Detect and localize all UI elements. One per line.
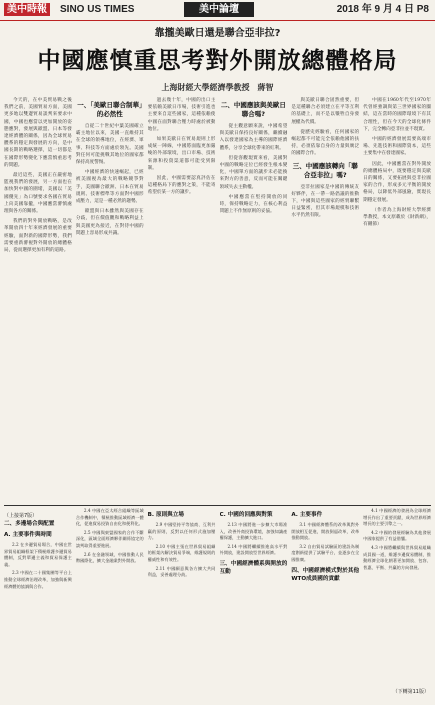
paragraph: 從歷史經驗看，任何國家的崛起都不可能完全依賴他國的扶持，必須依靠自身的力量與廣泛的國際合作。 <box>291 129 360 157</box>
paragraph: 因此，中國需要認真評估在這種格局下的應對之策，不能寄希望於某一方的讓步。 <box>147 176 216 196</box>
paragraph: 亞非拉國家是中國的傳統友好夥伴，在一帶一路倡議的推動下，中國與這些國家的經貿聯繫日益緊密，但其市場規模和技術水平仍然有限。 <box>291 184 360 219</box>
paragraph: 2.13 中國將進一步擴大市場准入，改善外商投資環境，加強知識產權保護，主動擴大進口。 <box>219 522 288 541</box>
text-column <box>148 508 216 696</box>
paragraph: 3.2 自由貿易試驗區的建設為制度創新提供了試驗平台，並逐步在全國推廣。 <box>291 543 360 562</box>
article-headline: 中國應慎重思考對外開放總體格局 <box>37 48 398 74</box>
text-column <box>76 97 144 502</box>
issue-date-page: 2018 年 9 月 4 日 P8 <box>336 4 429 15</box>
paragraph: 2.9 中國堅持平等協商、互利共贏的原則，反對以任何形式施加壓力。 <box>147 522 216 541</box>
section-heading: 一、「美歐日聯合制華」的必然性 <box>77 101 143 118</box>
section-divider <box>4 505 431 506</box>
text-column <box>220 97 288 502</box>
paragraph: 過去幾十年，中國的出口主要依賴美歐日市場，技術引進也主要來自這些國家，這種依賴使中國在面對聯合壓力時處於被動地位。 <box>147 98 216 132</box>
paragraph: 從主觀意願來說，中國希望與美歐日保持良好關係，繼續融入以發達國家為主導的國際經濟體系，分享全球化帶來的紅利。 <box>219 124 288 151</box>
section-heading: A. 主要事件 <box>291 512 323 518</box>
section-heading: 三、中國應該轉向「聯合亞非拉」嗎? <box>292 161 358 179</box>
paragraph: 2.6 在金融領域，中國推動人民幣國際化，擴大金融業對外開放。 <box>75 551 144 564</box>
paragraph: 4.1 中國經濟的發展為全球經濟增長作出了重要貢獻，成為世界經濟增長的主要引擎之一。 <box>363 508 431 527</box>
paragraph: 4.3 中國將繼續與世界貿易組織成員國一道，維護多邊貿易體制，推動經濟全球化朝著更加開放、包容、普惠、平衡、共贏的方向發展。 <box>363 544 431 570</box>
section-heading: 二、多邊場合與配置 <box>4 521 55 527</box>
paragraph: 4.2 中國的發展經驗為其他發展中國家提供了有益借鑒。 <box>363 529 431 542</box>
article-byline: 上海財經大學經濟學教授 蔣智 <box>161 83 274 92</box>
paragraph: 自從二十世紀中葉美國確立霸主地位以來，美國一直維持其在全球的領導地位，在經濟、軍事、科技等方面處於領先。美國對任何可能挑戰其地位的國家都保持高度警惕。 <box>75 124 144 166</box>
paragraph: 2.2 在多邊貿易場合，中國在世界貿易組織框架下積極維護多邊貿易體制，反對單邊主義和貿易保護主義。 <box>4 542 72 567</box>
paragraph: 2.14 中國將繼續推進高水平對外開放，建設開放型世界經濟。 <box>219 543 288 556</box>
masthead <box>0 0 435 21</box>
paragraph: 2.4 中國在亞太經合組織等區域合作機制中，積極推動區域經濟一體化，促進貿易投資自由化和便利化。 <box>75 508 144 527</box>
paragraph: 中國的經濟發展需要高端市場、先進技術和國際資本，這些主要集中在發達國家。 <box>363 137 431 157</box>
paragraph: 歐盟與日本雖然與美國存在分歧，但在價值觀和戰略利益上與美國更為接近，在對待中國的問題上容易形成共識。 <box>75 209 144 236</box>
paragraph: 2.10 中國主張在世界貿易組織的框架內解決貿易爭端，維護規則的權威性和有效性。 <box>147 543 216 562</box>
text-column <box>291 508 359 696</box>
text-column <box>76 508 144 696</box>
paragraph: 中國經濟的快速崛起，已經被美國視為最大的戰略競爭對手，美國聯合歐洲、日本在貿易規則、技術標準等方面對中國形成壓力，這是一種必然的趨勢。 <box>75 170 144 205</box>
section-heading: 三、中國經濟體系與開放的互動 <box>219 560 288 575</box>
newspaper-name-english: SINO US TIMES <box>60 4 135 15</box>
continued-from-label: （上接第7版） <box>4 513 38 519</box>
section-heading: A. 主要事件與時間 <box>4 532 52 538</box>
paragraph: 我們的對外開放戰略，是改革開放四十年來經濟發展的重要經驗，面對新的國際形勢，我們需要重新審視對外開放的總體格局，從而選擇更加有利的道路。 <box>4 219 72 254</box>
text-column <box>363 97 431 502</box>
text-column <box>291 97 359 502</box>
continued-to-label: （下轉第11版） <box>392 689 429 695</box>
text-column <box>148 97 216 502</box>
paragraph: 如果美歐日在貿易規則上形成統一陣線，中國將面臨更加嚴峻的外部環境，出口市場、技術來源和投資渠道都可能受到限制。 <box>147 137 216 171</box>
section-heading: 二、中國應該與美歐日聯合嗎? <box>220 101 286 118</box>
section-heading: C. 中國的回應與對策 <box>219 512 273 518</box>
article-subhead: 靠攏美歐日還是聯合亞非拉? <box>154 28 281 39</box>
text-column <box>4 97 72 502</box>
section-label: 美中論壇 <box>184 2 254 17</box>
text-column <box>4 508 72 705</box>
paragraph: 但從客觀現實來看，美國對中國的戰略定位已經發生根本變化，中國單方面的讓步未必能換來對方的善意，反而可能在關鍵領域失去主動權。 <box>219 155 288 190</box>
article-body-upper <box>4 97 431 502</box>
paragraph: 2.5 中國與東盟國家的合作不斷深化，區域全面經濟夥伴關係協定的談判取得重要進展。 <box>75 529 144 548</box>
paragraph: 2.11 中國願意與各方擴大共同利益，妥善處理分歧。 <box>147 565 216 578</box>
paragraph: 中國應當在堅持開放的同時，保持戰略定力，在核心利益問題上不作無原則的妥協。 <box>219 194 288 215</box>
paragraph: 3.1 中國經濟體系的改革與對外開放相互促進，開放倒逼改革，改革推動開放。 <box>291 522 360 541</box>
paragraph: （作者為上海財經大學經濟學教授，本文原載於《財新網》，有刪節） <box>363 207 431 228</box>
paragraph: 今天的，在中美貿易戰之後我們之前，美國貿易方面，美國更多地以雙邊貿易談判來要求中國，中國也應當以更加開放的姿態應對，發展與歐盟、日本等發達經濟體的關係，因為全球貿易體系的穩定與發展的方向，是中國長期的戰略選擇，這一切都是在國際形勢變化下應當慎重思考的問題。 <box>4 98 72 168</box>
newspaper-logo: 美中時報 <box>4 3 50 16</box>
text-column <box>363 508 431 696</box>
section-heading: 四、中國經濟模式對於其他WTO成員國的貢獻 <box>291 567 360 582</box>
paragraph: 中國在1960年代至1970年代曾經強調與第三世界國家的團結，這在當時的國際環境下有其合理性，但在今天的全球化條件下，完全轉向亞非拉並不現實。 <box>363 98 431 132</box>
section-heading: B. 原則與立場 <box>147 512 184 518</box>
text-column <box>220 508 288 696</box>
paragraph: 2.3 中國在二十國集團等平台上推動全球經濟治理改革，加強與新興經濟體的協調與合作。 <box>4 570 72 589</box>
article-body-lower <box>4 508 431 696</box>
paragraph: 因此，中國應當在對外開放的總體格局中，既要穩定與美歐日的關係，又要拓展與亞非拉國家的合作，形成多元平衡的開放格局，以降低外部風險，實現長期穩定發展。 <box>363 161 431 203</box>
paragraph: 最近這些，美國正在嚴密地監視我們的發展，另一方面也在加快對中國的圍堵，美國以「美國優先」為口號要求各國在貿易上向美國靠攏，中國應當審慎處理與各方的關係。 <box>4 173 72 215</box>
paragraph: 與美歐日聯合固然重要，但是這種聯合必須建立在平等互利的基礎上，而不是以犧牲自身發展權為代價。 <box>291 98 360 125</box>
